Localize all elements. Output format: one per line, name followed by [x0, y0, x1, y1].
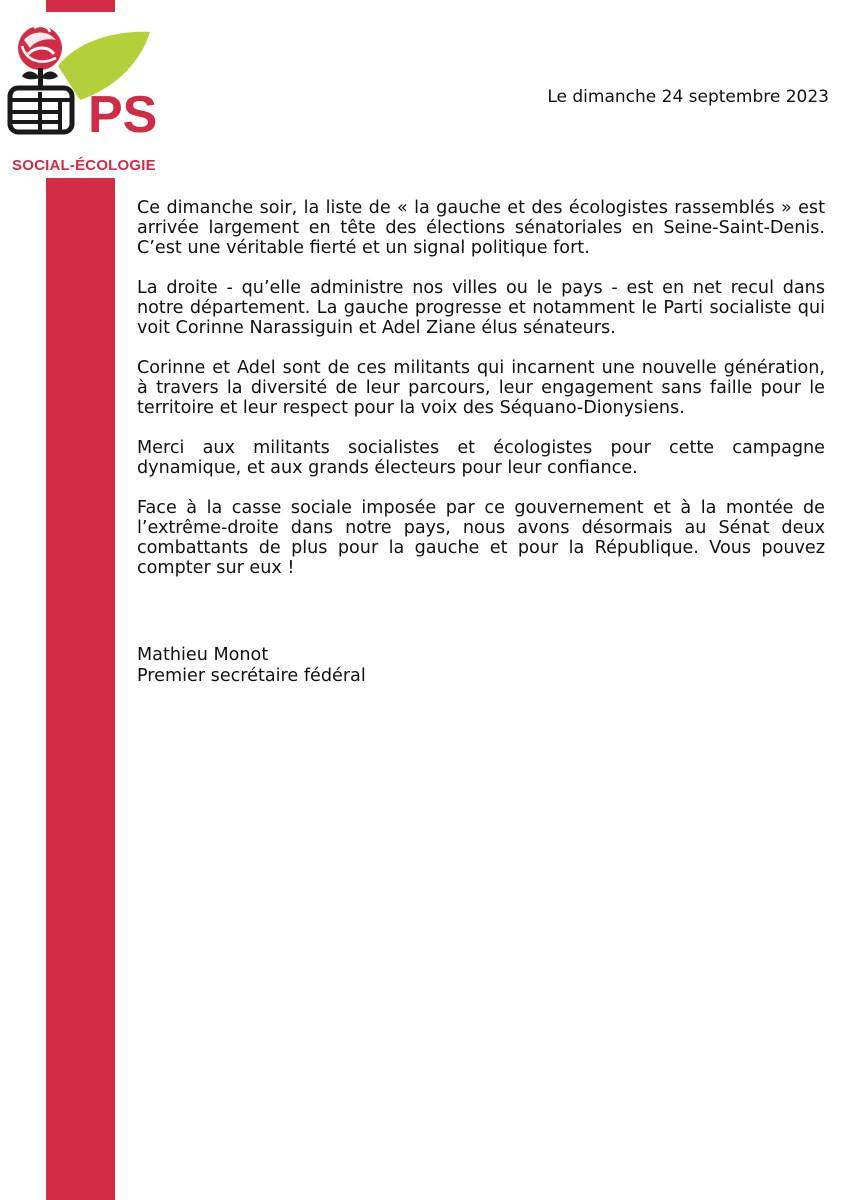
letter-date: Le dimanche 24 septembre 2023	[547, 87, 829, 107]
logo-graphic	[0, 18, 175, 148]
ps-lettering: PS	[88, 86, 158, 144]
logo-tagline	[12, 157, 156, 174]
paragraph-3: Corinne et Adel sont de ces militants qui incarnent une nouvelle génération, à travers la diversité de leur parcours, leur engagement sans faille pour le territoire et leur respect pour la voix des Séquano-Dionysiens.	[137, 358, 825, 418]
letter-body	[137, 198, 825, 598]
top-red-band	[46, 0, 115, 12]
side-red-band	[46, 178, 115, 1200]
signature-title: Premier secrétaire fédéral	[137, 666, 366, 686]
fist-icon	[10, 88, 72, 132]
tagline-ecologie: ÉCOLOGIE	[75, 157, 156, 174]
tagline-social: SOCIAL-	[12, 157, 76, 174]
signature-name: Mathieu Monot	[137, 645, 269, 665]
paragraph-2: La droite - qu’elle administre nos villes ou le pays - est en net recul dans notre département. La gauche progresse et notamment le Parti socialiste qui voit Corinne Narassiguin et Adel Ziane élus sénateurs.	[137, 278, 825, 338]
paragraph-1: Ce dimanche soir, la liste de « la gauche et des écologistes rassemblés » est arrivée largement en tête des élections sénatoriales en Seine-Saint-Denis. C’est une véritable fierté et un signal politique fort.	[137, 198, 825, 258]
paragraph-5: Face à la casse sociale imposée par ce gouvernement et à la montée de l’extrême-droite dans notre pays, nous avons désormais au Sénat deux combattants de plus pour la gauche et pour la République. Vous pouvez compter sur eux !	[137, 498, 825, 578]
ps-logo	[0, 18, 175, 174]
signature-block	[137, 645, 366, 687]
rose-icon	[18, 26, 62, 90]
paragraph-4: Merci aux militants socialistes et écologistes pour cette campagne dynamique, et aux grands électeurs pour leur confiance.	[137, 438, 825, 478]
